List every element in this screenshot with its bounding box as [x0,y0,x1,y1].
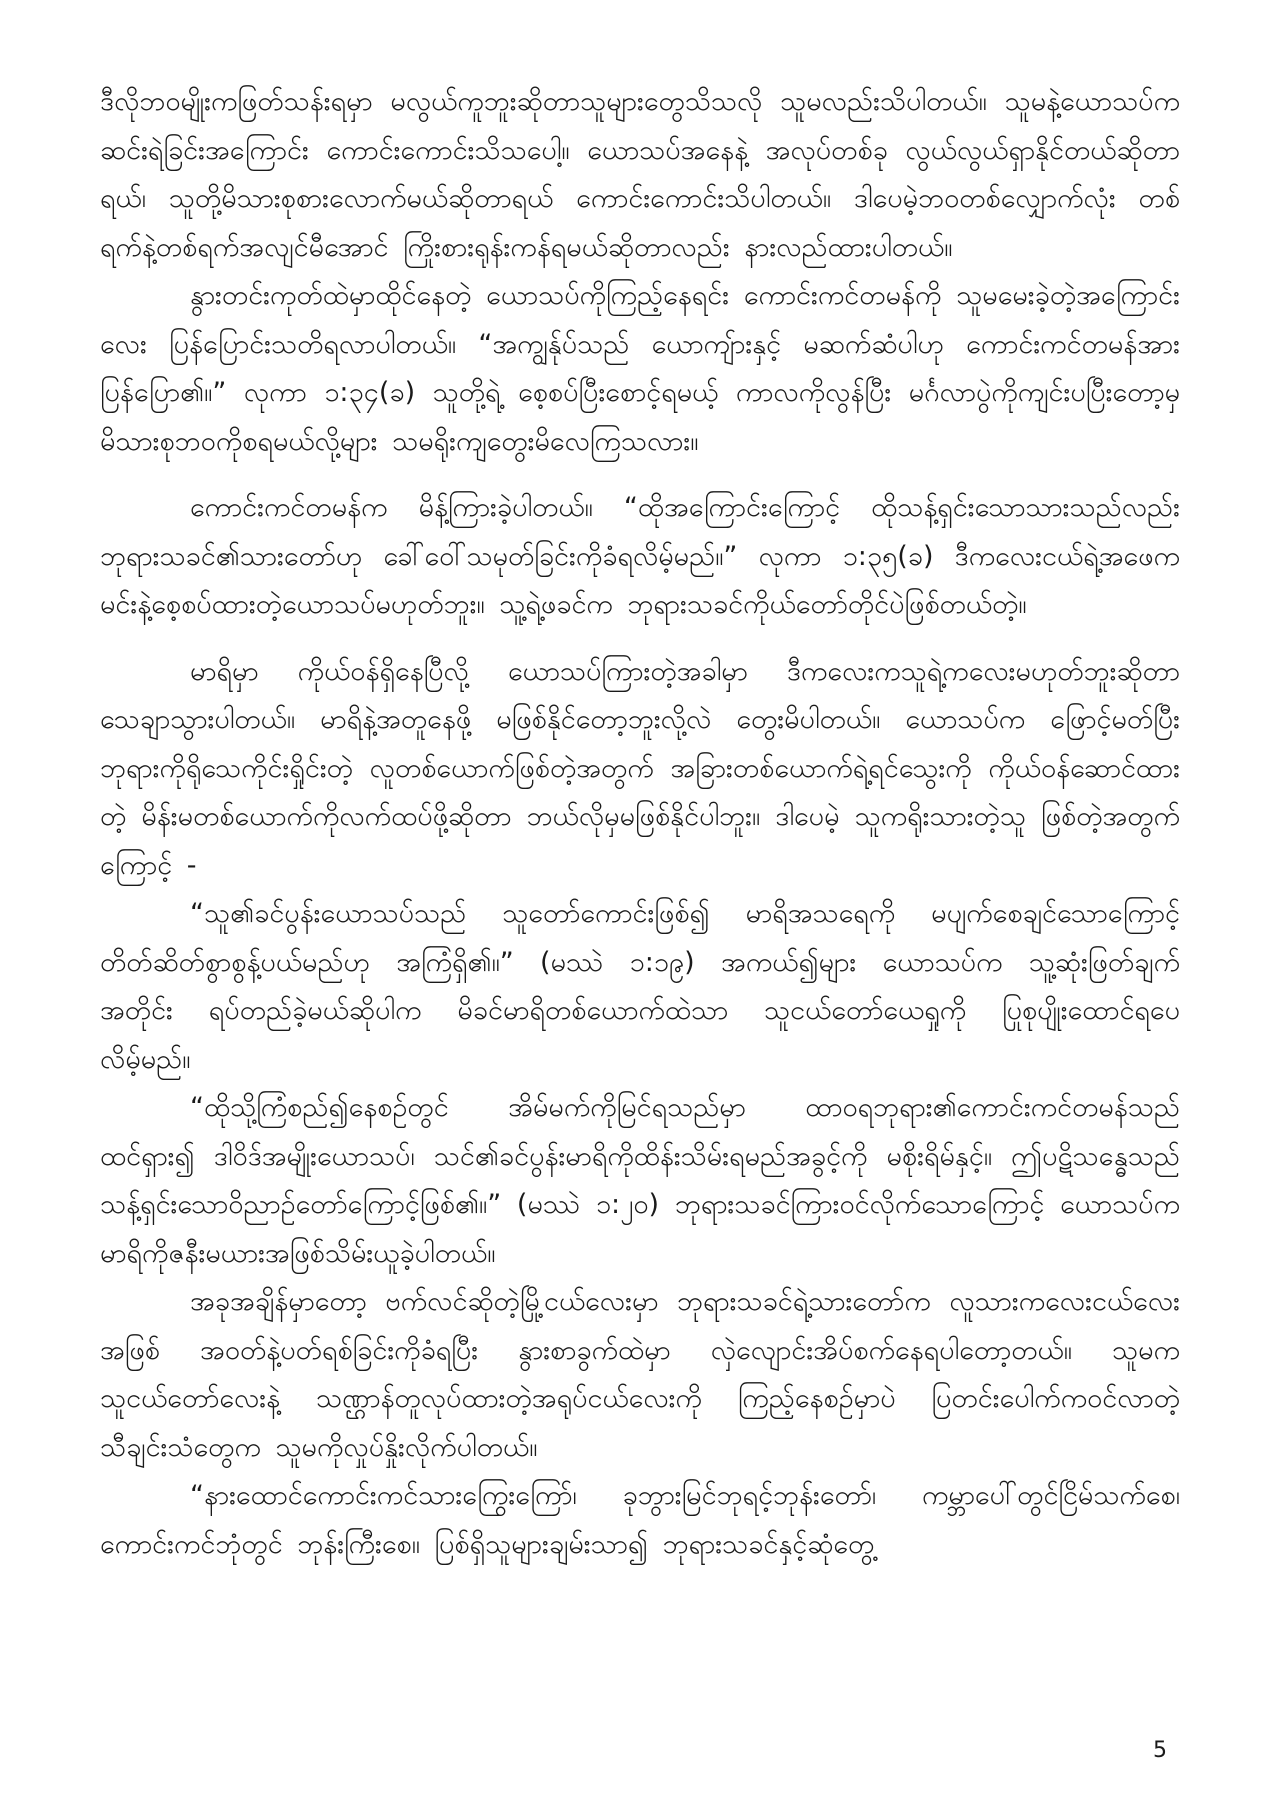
paragraph-1: ဒီလိုဘဝမျိုးကဖြတ်သန်းရမှာ မလွယ်ကူဘူးဆိုတာသူများတွေသိသလို သူမလည်းသိပါတယ်။ သူမနဲ့ယောသပ်က ဆင်းရဲခြင်းအကြောင်း ကောင်းကောင်းသိသပေါ့။ ယောသပ်အနေနဲ့ အလုပ်တစ်ခု လွယ်လွယ်ရှာနိုင်တယ်ဆိုတာရယ်၊ သူတို့မိသားစုစားလောက်မယ်ဆိုတာရယ် ကောင်းကောင်းသိပါတယ်။ ဒါပေမဲ့ဘဝတစ်လျှောက်လုံး တစ်ရက်နဲ့တစ်ရက်အလျင်မီအောင် ကြိုးစားရုန်းကန်ရမယ်ဆိုတာလည်း နားလည်ထားပါတယ်။ [100,86,1180,263]
paragraph-8: “နားထောင်ကောင်းကင်သားကြွေးကြော်၊ ခုဘွားမြင်ဘုရင့်ဘုန်းတော်၊ ကမ္ဘာပေါ်တွင်ငြိမ်သက်စေ၊ ကောင်းကင်ဘုံတွင် ဘုန်းကြီးစေ။ ပြစ်ရှိသူများချမ်းသာ၍ ဘုရားသခင်နှင့်ဆုံတွေ့ [100,1480,1180,1560]
paragraph-2: နွားတင်းကုတ်ထဲမှာထိုင်နေတဲ့ ယောသပ်ကိုကြည့်နေရင်း ကောင်းကင်တမန်ကို သူမမေးခဲ့တဲ့အကြောင်းလေး ပြန်ပြောင်းသတိရလာပါတယ်။ “အကျွန်ုပ်သည် ယောကျ်ားနှင့် မဆက်ဆံပါဟု ကောင်းကင်တမန်အားပြန်ပြော၏။” လုကာ ၁:၃၄(ခ) သူတို့ရဲ့ စေ့စပ်ပြီးစောင့်ရမယ့် ကာလကိုလွန်ပြီး မင်္ဂလာပွဲကိုကျင်းပပြီးတော့မှ မိသားစုဘဝကိုစရမယ်လို့များ သမရိုးကျတွေးမိလေကြသလား။ [100,280,1180,457]
paragraph-7: အခုအချိန်မှာတော့ ဗက်လင်ဆိုတဲ့မြို့ငယ်လေးမှာ ဘုရားသခင်ရဲ့သားတော်က လူသားကလေးငယ်လေးအဖြစ် အဝတ်နဲ့ပတ်ရစ်ခြင်းကိုခံရပြီး နွားစာခွက်ထဲမှာ လှဲလျောင်းအိပ်စက်နေရပါတော့တယ်။ သူမက သူငယ်တော်လေးနဲ့ သဏ္ဌာန်တူလုပ်ထားတဲ့အရုပ်ငယ်လေးကို ကြည့်နေစဉ်မှာပဲ ပြတင်းပေါက်ကဝင်လာတဲ့ သီချင်းသံတွေက သူမကိုလှုပ်နှိုးလိုက်ပါတယ်။ [100,1286,1180,1463]
paragraph-3: ကောင်းကင်တမန်က မိန့်ကြားခဲ့ပါတယ်။ “ထိုအကြောင်းကြောင့် ထိုသန့်ရှင်းသောသားသည်လည်း ဘုရားသခင်၏သားတော်ဟု ခေါ်ဝေါ်သမုတ်ခြင်းကိုခံရလိမ့်မည်။” လုကာ ၁:၃၅(ခ) ဒီကလေးငယ်ရဲ့အဖေက မင်းနဲ့စေ့စပ်ထားတဲ့ယောသပ်မဟုတ်ဘူး။ သူ့ရဲ့ဖခင်က ဘုရားသခင်ကိုယ်တော်တိုင်ပဲဖြစ်တယ်တဲ့။ [100,492,1180,620]
paragraph-4: မာရိမှာ ကိုယ်ဝန်ရှိနေပြီလို့ ယောသပ်ကြားတဲ့အခါမှာ ဒီကလေးကသူရဲ့ကလေးမဟုတ်ဘူးဆိုတာ သေချာသွားပါတယ်။ မာရိနဲ့အတူနေဖို့ မဖြစ်နိုင်တော့ဘူးလို့လဲ တွေးမိပါတယ်။ ယောသပ်က ဖြောင့်မတ်ပြီး ဘုရားကိုရိုသေကိုင်းရှိုင်းတဲ့ လူတစ်ယောက်ဖြစ်တဲ့အတွက် အခြားတစ်ယောက်ရဲ့ရင်သွေးကို ကိုယ်ဝန်ဆောင်ထားတဲ့ မိန်းမတစ်ယောက်ကိုလက်ထပ်ဖို့ဆိုတာ ဘယ်လိုမှမဖြစ်နိုင်ပါဘူး။ ဒါပေမဲ့ သူကရိုးသားတဲ့သူ ဖြစ်တဲ့အတွက်ကြောင့် - [100,655,1180,881]
page-number: 5 [1153,1738,1167,1763]
document-page [100,78,1180,1718]
paragraph-5: “သူ၏ခင်ပွန်းယောသပ်သည် သူတော်ကောင်းဖြစ်၍ မာရိအသရေကို မပျက်စေချင်သောကြောင့် တိတ်ဆိတ်စွာစွန့်ပယ်မည်ဟု အကြံရှိ၏။” (မဿဲ ၁:၁၉) အကယ်၍များ ယောသပ်က သူ့ဆုံးဖြတ်ချက်အတိုင်း ရပ်တည်ခဲ့မယ်ဆိုပါက မိခင်မာရိတစ်ယောက်ထဲသာ သူငယ်တော်ယေရှုကို ပြုစုပျိုးထောင်ရပေလိမ့်မည်။ [100,898,1180,1075]
paragraph-6: “ထိုသို့ကြံစည်၍နေစဉ်တွင် အိမ်မက်ကိုမြင်ရသည်မှာ ထာဝရဘုရား၏ကောင်းကင်တမန်သည် ထင်ရှား၍ ဒါဝိဒ်အမျိုးယောသပ်၊ သင်၏ခင်ပွန်းမာရိကိုထိန်းသိမ်းရမည်အခွင့်ကို မစိုးရိမ်နှင့်။ ဤပဋိသန္ဓေသည် သန့်ရှင်းသောဝိညာဉ်တော်ကြောင့်ဖြစ်၏။” (မဿဲ ၁:၂၀) ဘုရားသခင်ကြားဝင်လိုက်သောကြောင့် ယောသပ်က မာရိကိုဇနီးမယားအဖြစ်သိမ်းယူခဲ့ပါတယ်။ [100,1092,1180,1269]
